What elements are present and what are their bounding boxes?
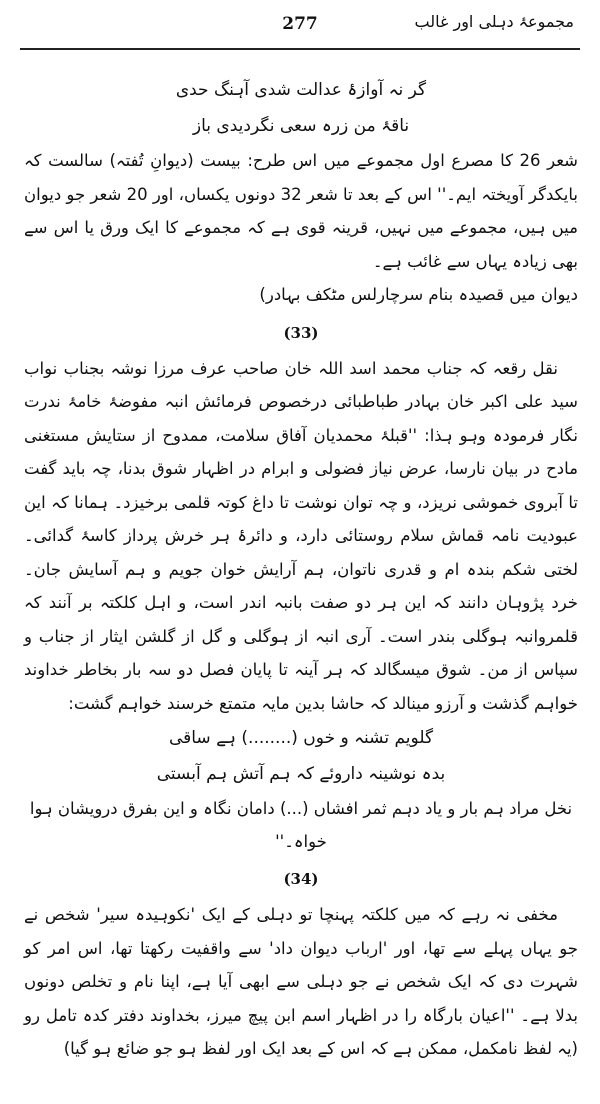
- verse-line: گلویم تشنہ و خوں (........) ہے ساقی: [168, 728, 434, 748]
- section-number: (33): [283, 323, 319, 342]
- verse-line: گر نہ آوازۂ عدالت شدی آہنگ حدی: [175, 80, 427, 100]
- page-header: [20, 10, 580, 44]
- running-title: مجموعۂ دہلی اور غالب: [414, 12, 574, 31]
- page-body: [24, 72, 578, 1066]
- paragraph: دیوان میں قصیدہ بنام سرچارلس مٹکف بہادر): [259, 285, 578, 304]
- paragraph: شعر 26 کا مصرع اول مجموعے میں اس طرح: بیست (دیوانِ تُفتہ) سالست کہ بایکدگر آویختہ ایم۔'' اس کے بعد تا شعر 32 دونوں یکساں، اور 20 شعر جو دیوان میں ہیں، مجموعے میں نہیں، قرینہ قوی ہے کہ مجموعے کا ایک ورق یا اس سے بھی زیادہ یہاں سے غائب ہے۔: [24, 151, 578, 271]
- section-number: (34): [283, 870, 319, 888]
- page-number: 277: [282, 14, 318, 34]
- verse-line: ناقۂ من زرہ سعی نگردیدی باز: [192, 116, 410, 136]
- header-rule: [20, 48, 580, 50]
- verse-line: بدہ نوشینہ داروئے کہ ہم آتش ہم آبستی: [156, 764, 446, 784]
- closing-line: نخل مراد ہم بار و یاد دہم ثمر افشاں (...) دامان نگاہ و این بفرق درویشان ہوا خواہ۔'': [29, 799, 573, 851]
- letter-paragraph: نقل رقعہ کہ جناب محمد اسد اللہ خان صاحب عرف مرزا نوشہ بجناب نواب سید علی اکبر خان بہادر طباطبائی درخصوص فرمائش انبہ مفوضۂ خامۂ ندرت نگار فرمودہ وہو ہذا: ''قبلۂ محمدیان آفاق سلامت، ممدوح از ستایش مستغنی مادح در بیان نارسا، عرض نیاز فضولی و ابرام در اظہار شوق بدنا، چہ باید گفت تا آبروی خموشی نریزد، و چہ توان نوشت تا داغ کوتہ قلمی برخیزد۔ ہمانا کہ این عبودیت نامہ قماش سلام روستائی دارد، و دائرۂ ہر خرش پرداز کاسۂ گدائی۔ لختی شکم بندہ ام و قدری ناتوان، ہم آرایش خوان جویم و ہم آسایش جان۔ خرد پژوہان دانند کہ این ہر دو صفت بانبہ اندر است، و اہل کلکتہ بر آنند کہ قلمروانبہ ہوگلی بندر است۔ آری انبہ از ہوگلی و گل از گلشن ایثار از جناب و سپاس از من۔ شوق میسگالد کہ ہر آینہ تا پایان فصل دو سہ بار بخاطر خداوند خواہم گذشت و آرزو مینالد کہ حاشا بدین مایہ متمتع خرسند خواہم گشت:: [24, 358, 578, 713]
- paragraph: مخفی نہ رہے کہ میں کلکتہ پہنچا تو دہلی کے ایک 'نکوہیدہ سیر' شخص نے جو یہاں پہلے سے تھا، اور 'ارباب دیوان داد' سے واقفیت رکھتا تھا، اس امر کو شہرت دی کہ ایک شخص نے جو دہلی سے ابھی آیا ہے، اپنا نام و تخلص دونوں بدلا ہے۔ ''اعیان بارگاہ را در اظہار اسم ابن پیچ میرز، بخداوند دفتر کدہ تامل رو (یہ لفظ نامکمل، ممکن ہے کہ اس کے بعد ایک اور لفظ ہو جو ضائع ہو گیا): [24, 905, 578, 1058]
